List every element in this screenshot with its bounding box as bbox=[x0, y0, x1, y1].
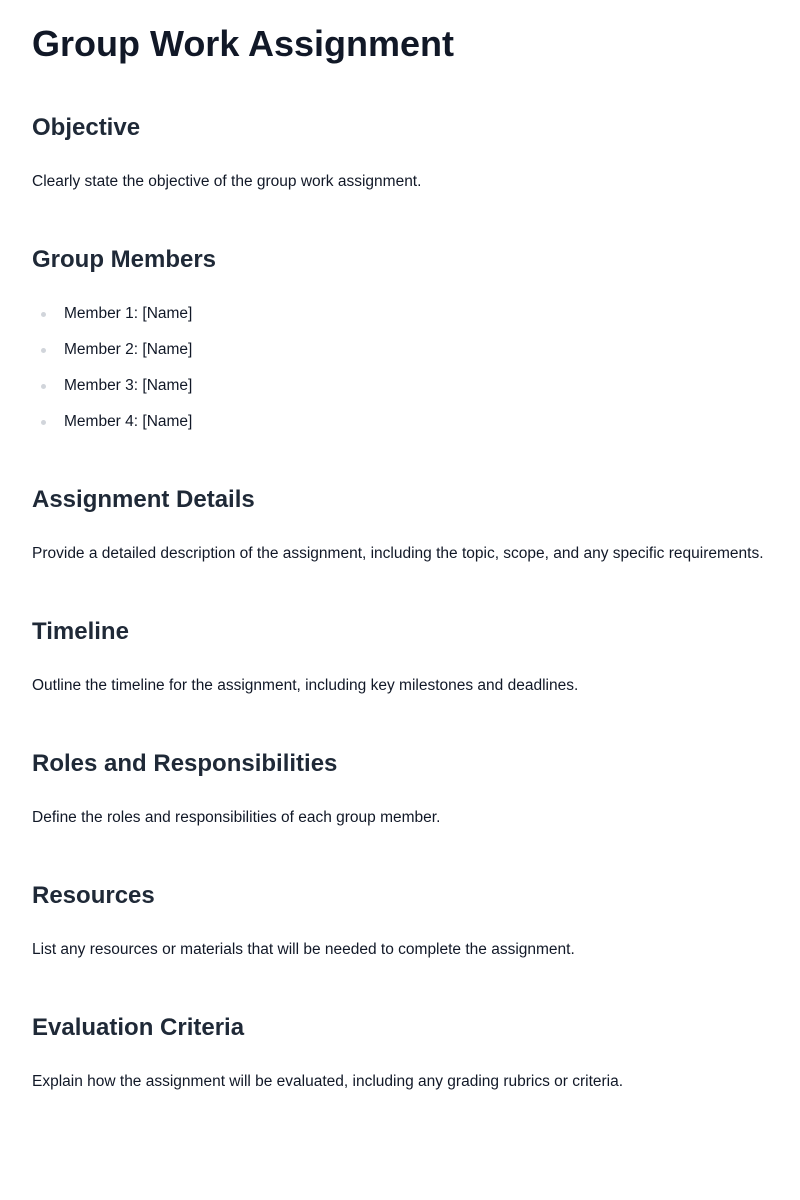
section-text-objective: Clearly state the objective of the group work assignment. bbox=[32, 173, 422, 190]
list-item bbox=[32, 374, 192, 410]
list-item bbox=[32, 338, 192, 374]
member-name: Member 1: [Name] bbox=[64, 305, 193, 322]
list-item bbox=[32, 410, 192, 446]
bullet-icon bbox=[41, 348, 46, 353]
section-text-timeline: Outline the timeline for the assignment, including key milestones and deadlines. bbox=[32, 677, 579, 694]
section-text-roles: Define the roles and responsibilities of each group member. bbox=[32, 809, 441, 826]
bullet-icon bbox=[41, 384, 46, 389]
group-members-list bbox=[32, 302, 192, 446]
section-heading-objective: Objective bbox=[32, 114, 141, 141]
page-title: Group Work Assignment bbox=[32, 23, 455, 64]
section-text-resources: List any resources or materials that will be needed to complete the assignment. bbox=[32, 941, 575, 958]
section-heading-roles: Roles and Responsibilities bbox=[32, 750, 338, 777]
bullet-icon bbox=[41, 420, 46, 425]
section-heading-resources: Resources bbox=[32, 882, 155, 909]
member-name: Member 3: [Name] bbox=[64, 377, 193, 394]
section-heading-evaluation: Evaluation Criteria bbox=[32, 1014, 245, 1041]
section-text-assignment-details: Provide a detailed description of the assignment, including the topic, scope, and any specific requirements. bbox=[32, 545, 764, 562]
member-name: Member 2: [Name] bbox=[64, 341, 193, 358]
section-heading-timeline: Timeline bbox=[32, 618, 129, 645]
list-item bbox=[32, 302, 192, 338]
section-heading-group-members: Group Members bbox=[32, 246, 217, 273]
bullet-icon bbox=[41, 312, 46, 317]
section-heading-assignment-details: Assignment Details bbox=[32, 486, 255, 513]
section-text-evaluation: Explain how the assignment will be evaluated, including any grading rubrics or criteria. bbox=[32, 1073, 624, 1090]
member-name: Member 4: [Name] bbox=[64, 413, 193, 430]
